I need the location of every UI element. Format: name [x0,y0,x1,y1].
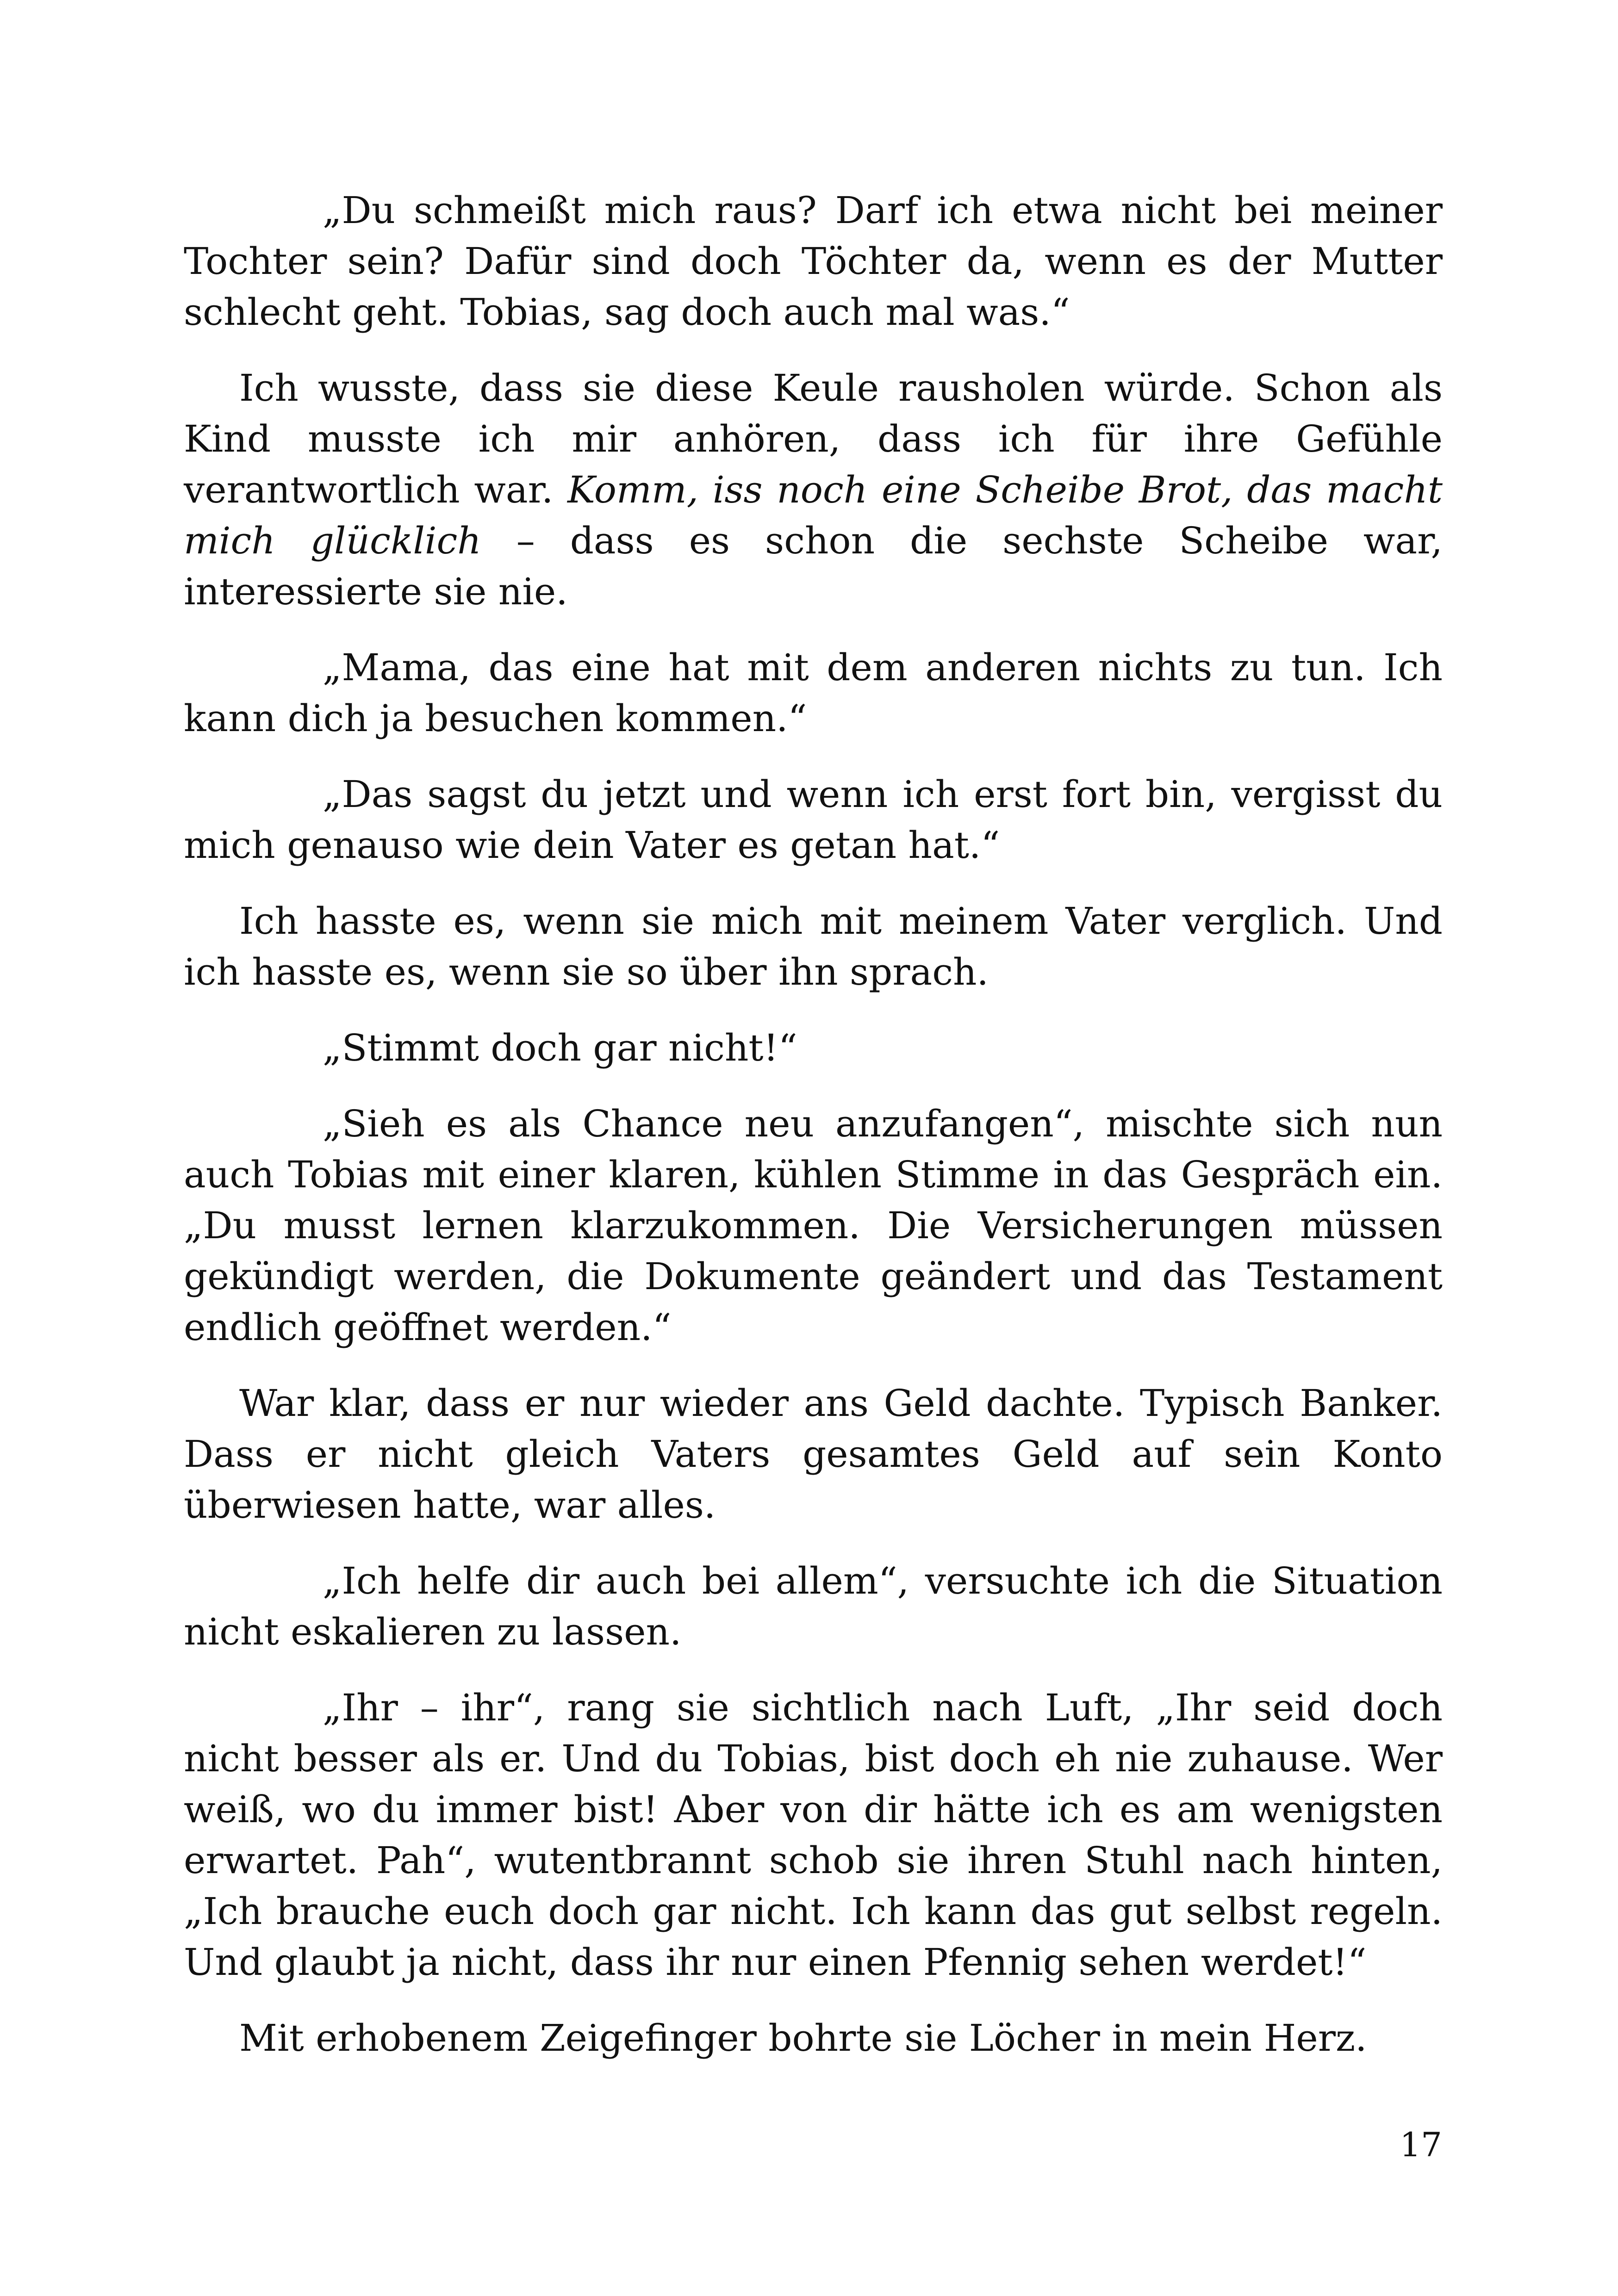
text-segment: „Mama, das eine hat mit dem anderen nichts zu tun. Ich kann dich ja besuchen kommen.“ [184,646,1443,740]
text-segment: War klar, dass er nur wieder ans Geld dachte. Typisch Banker. Dass er nicht gleich Vaters gesamtes Geld auf sein Konto überwiesen hatte, war alles. [184,1382,1443,1527]
text-segment: „Das sagst du jetzt und wenn ich erst fort bin, vergisst du mich genauso wie dein Vater es getan hat.“ [184,773,1443,867]
text-segment: Ich wusste, dass sie diese Keule rausholen würde. Schon als Kind musste ich mir anhören, dass ich für ihre Gefühle verantwortlich war. [184,366,1443,511]
paragraph [184,1023,1443,1074]
page-number: 17 [1400,2125,1442,2164]
text-segment: Ich hasste es, wenn sie mich mit meinem Vater verglich. Und ich hasste es, wenn sie so über ihn sprach. [184,900,1443,993]
text-segment: „Sieh es als Chance neu anzufangen“, mischte sich nun auch Tobias mit einer klaren, kühlen Stimme in das Gespräch ein. „Du musst lernen klarzukommen. Die Versicherungen müssen gekündigt werden, die Dokumente geändert und das Testament endlich geöffnet werden.“ [184,1102,1443,1349]
paragraph [184,1378,1443,1531]
paragraph [184,2013,1443,2064]
paragraph [184,769,1443,871]
paragraph [184,1098,1443,1353]
paragraph [184,1682,1443,1988]
paragraph [184,1556,1443,1657]
paragraph [184,642,1443,744]
body-text [184,185,1443,2089]
text-segment: Mit erhobenem Zeigefinger bohrte sie Löcher in mein Herz. [239,2017,1367,2060]
paragraph [184,363,1443,617]
text-segment: „Ich helfe dir auch bei allem“, versuchte ich die Situation nicht eskalieren zu lassen. [184,1559,1443,1653]
text-segment: „Stimmt doch gar nicht!“ [323,1026,797,1069]
italic-text-segment: Komm, iss noch eine Scheibe Brot, das macht mich glücklich [184,468,1443,562]
paragraph [184,185,1443,338]
text-segment: „Du schmeißt mich raus? Darf ich etwa nicht bei meiner Tochter sein? Dafür sind doch Töchter da, wenn es der Mutter schlecht geht. Tobias, sag doch auch mal was.“ [184,189,1443,334]
text-segment: „Ihr – ihr“, rang sie sichtlich nach Luft, „Ihr seid doch nicht besser als er. Und du Tobias, bist doch eh nie zuhause. Wer weiß, wo du immer bist! Aber von dir hätte ich es am wenigsten erwartet. Pah“, wutentbrannt schob sie ihren Stuhl nach hinten, „Ich brauche euch doch gar nicht. Ich kann das gut selbst regeln. Und glaubt ja nicht, dass ihr nur einen Pfennig sehen werdet!“ [184,1686,1443,1984]
text-segment: – dass es schon die sechste Scheibe war, interessierte sie nie. [184,519,1443,613]
paragraph [184,896,1443,998]
